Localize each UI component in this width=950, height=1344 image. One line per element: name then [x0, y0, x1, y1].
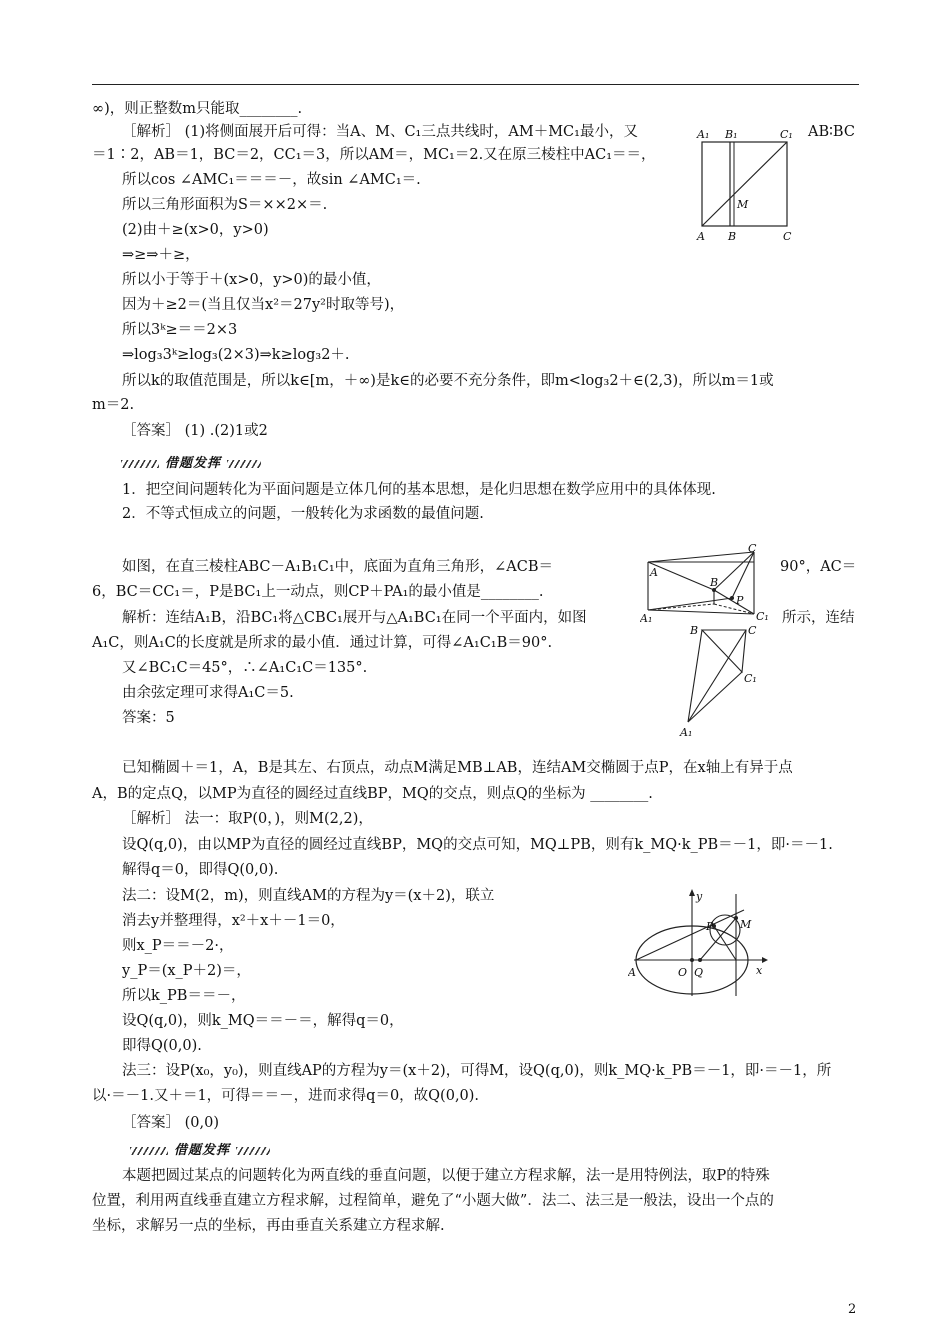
fig3-label: O [678, 966, 688, 979]
text-line: 所以小于等于＋(x>0，y>0)的最小值， [122, 272, 381, 288]
text-line: AB∶BC [808, 124, 855, 140]
text-line: 所示，连结 [782, 610, 855, 626]
fig2-label: A₁ [680, 726, 693, 739]
fig1-label: B₁ [725, 128, 738, 141]
fig3-label: A [628, 966, 636, 979]
fig1-label: C₁ [780, 128, 793, 141]
header-rule [92, 84, 859, 85]
text-line: 所以三角形面积为S＝××2×＝. [122, 197, 328, 213]
text-line: (2)由＋≥(x>0，y>0) [122, 222, 269, 238]
fig2-label: P [736, 594, 744, 607]
fig2-label: A₁ [640, 612, 653, 625]
text-line: 2．不等式恒成立的问题，一般转化为求函数的最值问题. [122, 506, 484, 522]
fig1-label: B [728, 230, 737, 243]
fig3-label: y [696, 890, 703, 903]
insight-banner: 借题发挥 [130, 1139, 270, 1158]
fig2-label: B [690, 624, 699, 637]
text-line: 又∠BC₁C＝45°，∴∠A₁C₁C＝135°. [122, 660, 368, 676]
text-line: 设Q(q,0)，则k_MQ＝＝－＝，解得q＝0， [122, 1013, 404, 1029]
text-line: 则x_P＝＝－2·， [122, 938, 234, 954]
text-line: 解析：连结A₁B，沿BC₁将△CBC₁展开与△A₁BC₁在同一个平面内，如图 [122, 610, 587, 626]
text-line: ＝1∶2，AB＝1，BC＝2，CC₁＝3，所以AM＝，MC₁＝2.又在原三棱柱中AC₁＝＝， [92, 147, 656, 163]
text-line: 解得q＝0，即得Q(0,0). [122, 862, 279, 878]
fig2-label: C₁ [756, 610, 769, 623]
text-line: 设Q(q,0)，由以MP为直径的圆经过直线BP，MQ的交点可知，MQ⊥PB，则有k_MQ·k_PB＝－1，即·＝－1. [122, 837, 833, 853]
text-line: 所以cos ∠AMC₁＝＝＝－，故sin ∠AMC₁＝. [122, 172, 421, 188]
fig3-label: P [706, 920, 714, 933]
text-line: 以·＝－1.又＋＝1，可得＝＝－，进而求得q＝0，故Q(0,0). [92, 1088, 480, 1104]
ellipse-figure [628, 886, 770, 998]
prism-unfold-figure [693, 126, 803, 246]
text-line: y_P＝(x_P＋2)＝， [122, 963, 251, 979]
text-line: 1．把空间问题转化为平面问题是立体几何的基本思想，是化归思想在数学应用中的具体体现. [122, 482, 716, 498]
text-line: 法二：设M(2，m)，则直线AM的方程为y＝(x＋2)，联立 [122, 888, 495, 904]
page-number: 2 [848, 1302, 857, 1317]
text-line: 如图，在直三棱柱ABC－A₁B₁C₁中，底面为直角三角形，∠ACB＝ [122, 559, 554, 575]
fig2-label: C₁ [744, 672, 757, 685]
fig1-label: A₁ [697, 128, 710, 141]
text-line: 坐标，求解另一点的坐标，再由垂直关系建立方程求解. [92, 1218, 445, 1234]
text-line: A₁C，则A₁C的长度就是所求的最小值．通过计算，可得∠A₁C₁B＝90°. [92, 635, 553, 651]
text-line: 6，BC＝CC₁＝，P是BC₁上一动点，则CP＋PA₁的最小值是________. [92, 584, 544, 600]
text-line: ［解析］ (1)将侧面展开后可得：当A、M、C₁三点共线时，AM＋MC₁最小，又 [122, 124, 638, 140]
answer-line: ［答案］ (1) .(2)1或2 [122, 423, 268, 439]
text-line: m＝2. [92, 397, 135, 413]
text-line: 所以3ᵏ≥＝＝2×3 [122, 322, 238, 338]
text-line: ［解析］ 法一：取P(0，)，则M(2,2)， [122, 811, 373, 827]
fig1-label: C [783, 230, 792, 243]
insight-banner: 借题发挥 [121, 452, 261, 471]
fig3-label: Q [694, 966, 704, 979]
fig3-label: M [740, 918, 752, 931]
text-line: 法三：设P(x₀，y₀)，则直线AP的方程为y＝(x＋2)，可得M，设Q(q,0)，则k_MQ·k_PB＝－1，即·＝－1，所 [122, 1063, 832, 1079]
fig1-label: M [737, 198, 749, 211]
fig2-label: B [710, 576, 719, 589]
text-line: 所以k的取值范围是，所以k∈[m，＋∞)是k∈的必要不充分条件，即m<log₃2＋∈(2,3)，所以m＝1或 [122, 373, 774, 389]
text-line: A，B的定点Q，以MP为直径的圆经过直线BP，MQ的交点，则点Q的坐标为 ________. [92, 786, 653, 802]
text-line: 即得Q(0,0). [122, 1038, 202, 1054]
fig2-label: A [650, 566, 658, 579]
text-line: 位置，利用两直线垂直建立方程求解，过程简单，避免了“小题大做”．法二、法三是一般法，设出一个点的 [92, 1193, 774, 1209]
text-line: ⇒log₃3ᵏ≥log₃(2×3)⇒k≥log₃2＋. [122, 347, 350, 363]
text-line: 90°，AC＝ [780, 559, 857, 575]
prism-figure [640, 544, 775, 740]
answer-line: ［答案］ (0,0) [122, 1115, 219, 1131]
fig1-label: A [697, 230, 705, 243]
text-line: 消去y并整理得，x²＋x＋－1＝0， [122, 913, 345, 929]
text-line: 本题把圆过某点的问题转化为两直线的垂直问题，以便于建立方程求解，法一是用特例法，取P的特殊 [122, 1168, 770, 1184]
text-line: 由余弦定理可求得A₁C＝5. [122, 685, 294, 701]
text-line: 因为＋≥2＝(当且仅当x²＝27y²时取等号)， [122, 297, 405, 313]
text-line: 已知椭圆＋＝1，A，B是其左、右顶点，动点M满足MB⊥AB，连结AM交椭圆于点P，在x轴上有异于点 [122, 760, 793, 776]
fig2-label: C [748, 624, 757, 637]
text-line: ⇒≥⇒＋≥， [122, 247, 200, 263]
fig3-label: x [756, 964, 763, 977]
fig2-label: C [748, 544, 757, 555]
text-line: ∞)，则正整数m只能取________. [92, 101, 303, 117]
text-line: 答案：5 [122, 710, 175, 726]
text-line: 所以k_PB＝＝－， [122, 988, 246, 1004]
